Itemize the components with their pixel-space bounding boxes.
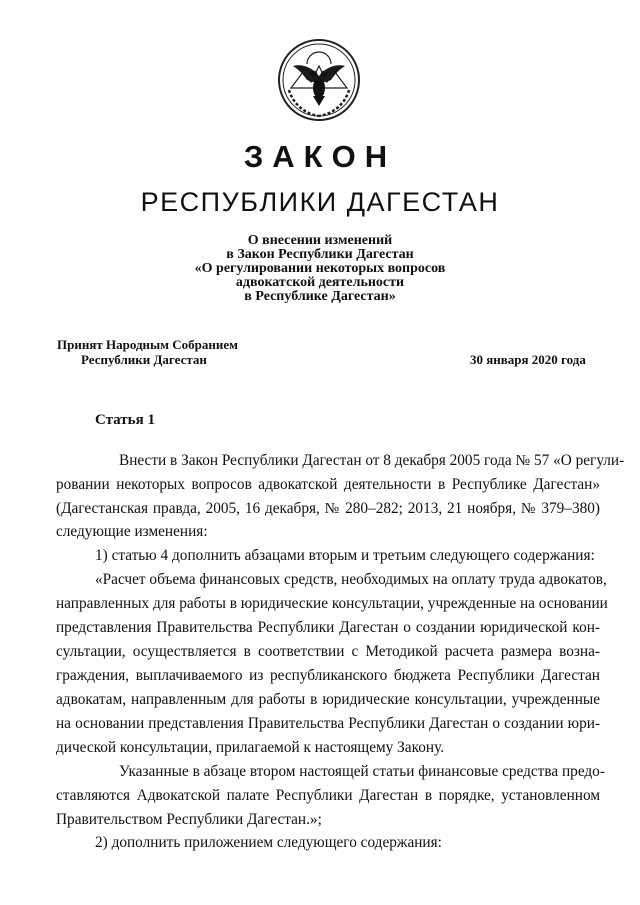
republic-title: РЕСПУБЛИКИ ДАГЕСТАН — [140, 187, 500, 217]
article-text-line: направленных для работы в юридические консультации, учрежденные на основании — [56, 595, 608, 612]
adoption-line: Республики Дагестан — [81, 352, 207, 367]
coat-of-arms-emblem — [277, 36, 361, 124]
law-title-line: «О регулировании некоторых вопросов — [194, 261, 446, 276]
article-text-line: сультации, осуществляется в соответствии с Методикой расчета размера возна- — [56, 643, 600, 660]
article-text-line: 2) дополнить приложением следующего содержания: — [95, 834, 442, 851]
document-type-title: ЗАКОН — [243, 139, 397, 174]
article-text-line: Указанные в абзаце втором настоящей статьи финансовые средства предо- — [119, 763, 605, 780]
adoption-line: Принят Народным Собранием — [57, 337, 239, 352]
law-title-line: в Республике Дагестан» — [244, 289, 396, 304]
adoption-statement — [57, 337, 238, 367]
article-text-line: ровании некоторых вопросов адвокатской деятельности в Республике Дагестан» — [56, 476, 600, 493]
law-title-line: О внесении изменений — [247, 233, 393, 248]
article-text-line: Внести в Закон Республики Дагестан от 8 декабря 2005 года № 57 «О регули- — [119, 452, 625, 469]
article-text-line: адвокатам, направленным для работы в юридические консультации, учрежденные — [56, 691, 600, 708]
article-text-line: на основании представления Правительства Республики Дагестан о создании юри- — [56, 715, 600, 732]
adoption-date: 30 января 2020 года — [470, 352, 586, 367]
article-text-line: 1) статью 4 дополнить абзацами вторым и третьим следующего содержания: — [95, 547, 595, 564]
article-text-line: (Дагестанская правда, 2005, 16 декабря, № 280–282; 2013, 21 ноября, № 379–380) — [56, 500, 600, 517]
article-text-line: дической консультации, прилагаемой к настоящему Закону. — [56, 739, 445, 756]
article-heading: Статья 1 — [95, 412, 155, 428]
article-text-line: следующие изменения: — [56, 523, 208, 540]
law-title — [150, 234, 490, 304]
law-title-line: адвокатской деятельности — [235, 275, 405, 290]
law-title-line: в Закон Республики Дагестан — [226, 247, 414, 262]
article-text-line: Правительством Республики Дагестан.»; — [56, 811, 322, 828]
article-text-line: «Расчет объема финансовых средств, необходимых на оплату труда адвокатов, — [95, 571, 607, 588]
article-text-line: представления Правительства Республики Дагестан о создании юридической кон- — [56, 619, 600, 636]
article-text-line: ставляются Адвокатской палате Республики Дагестан в порядке, установленном — [56, 787, 600, 804]
article-text-line: граждения, выплачиваемого из республиканского бюджета Республики Дагестан — [56, 667, 600, 684]
